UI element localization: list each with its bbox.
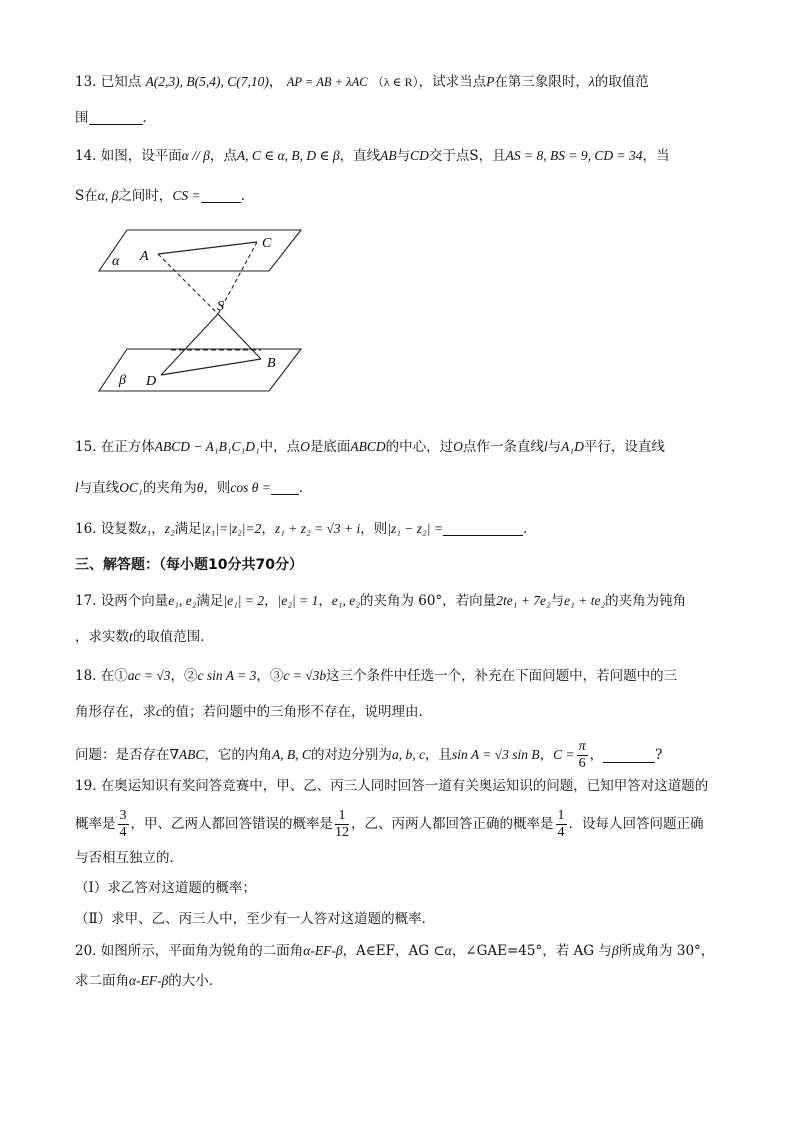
q15-l: l [543,439,548,454]
segment-ac [158,242,257,254]
q17-v2: e₁ + te₂ [564,593,606,608]
segment-bd [161,359,261,375]
q15-text2c: ，则 [203,480,231,496]
q18-line1 [75,666,677,686]
segment-sb [218,314,261,359]
q14-line2 [75,186,254,206]
q18-s2: ，③ [256,668,284,684]
q13-text-b: ，试求当点 [418,74,487,90]
q14-alpha-beta: α, β [97,188,119,203]
q19-frac2 [335,808,349,841]
q19-text2a: 概率是 [75,816,116,832]
q13-text-c: 在第三象限时， [494,74,589,90]
q19-text2b: ，甲、乙两人都回答错误的概率是 [130,816,333,832]
section-heading: 三、解答题：（每小题10分共70分） [75,557,303,573]
q17-c1: ， [264,593,278,609]
q18-line2 [75,702,432,722]
q19-line3: 与否相互独立的． [75,850,183,866]
q17-text1d: 与 [550,593,565,609]
segment-sd [161,314,218,375]
q15-text1e: 点作一条直线 [462,439,544,455]
q15-o2: O [453,439,463,454]
q16-z2: z₂ [164,521,175,536]
q13-lambda: λ [588,74,595,89]
q15-text1a: 15. 在正方体 [75,439,155,455]
q16-diff: |z₁ − z₂| = [387,521,443,536]
q14-ab: AB [380,148,397,163]
q14-values: AS = 8, BS = 9, CD = 34 [505,148,643,163]
q18-text3d: ，且 [424,747,452,763]
q15-text1d: 的中心，过 [385,439,454,455]
q19-frac3-num: 1 [557,807,565,823]
q19-part1: （Ⅰ）求乙答对这道题的概率； [75,880,256,896]
q19-line2 [75,804,704,844]
q15-oc1: OC₁ [119,480,143,495]
q17-vectors2: e₁, e₂ [331,593,360,608]
label-c: C [262,236,272,251]
q14-mid1: ，点 [209,148,237,164]
q20-text1a: 20. 如图所示，平面角为锐角的二面角 [75,943,304,959]
q19-frac3 [556,808,567,841]
q18-line3 [75,737,662,773]
q18-triangle: ∇ABC [169,747,205,762]
q19-frac1-num: 3 [119,807,127,823]
q18-cond1: ac = √3 [127,668,171,683]
q18-angles: A, B, C [271,747,311,762]
q18-sine: sin A = √3 sin B [451,747,540,762]
q18-frac-den: 6 [578,755,586,771]
q15-line1 [75,437,665,457]
q18-cond3: c = √3b [283,668,327,683]
q18-cond2: c sin A = 3 [197,668,257,683]
q13-line1: 13. 已知点 A(2,3), B(5,4), C(7,10)， AP = AB + λAC （λ ∈ R），试求当点P在第三象限时，λ的取值范 [75,74,649,90]
q17-v1: 2te₁ + 7e₂ [496,593,551,608]
q17-mod2: |e₂| = 1 [277,593,319,608]
q14-text2a: S在 [75,188,98,204]
q18-frac-num: π [578,738,586,754]
q19-text2c: ，乙、丙两人都回答正确的概率是 [351,816,554,832]
q18-c: c [156,704,162,719]
q15-tail: ． [298,480,313,496]
label-alpha: α [112,254,120,269]
q15-cube: ABCD − A₁B₁C₁D₁ [154,439,260,454]
q13-point-p: P [486,74,495,89]
q15-text2b: 的夹角为 [142,480,197,496]
q20-line2 [75,971,222,991]
q14-cs: CS = [172,188,201,203]
q13-text-d: 的取值范 [594,74,649,90]
q14-answer-blank[interactable] [201,188,241,203]
q17-text2b: 的取值范围． [132,629,214,645]
q19-frac1 [118,808,129,841]
q18-fraction [577,739,588,772]
q16-sep: ， [151,521,165,537]
q16-cond: 满足 [174,521,202,537]
q19-frac3-den: 4 [557,824,565,840]
q16-text: 16. 设复数 [75,521,142,537]
q18-text2a: 角形存在，求 [75,704,156,720]
q18-text1b: 这三个条件中任选一个，补充在下面问题中，若问题中的三 [326,668,678,684]
q19-frac2-num: 1 [335,808,349,825]
q16-modulus: |z₁|=|z₂|=2 [201,521,262,536]
q15-line2 [75,478,312,498]
q17-line2 [75,627,214,647]
q20-text1b: ，A∈EF，AG ⊂ [342,943,445,959]
q20-text2a: 求二面角 [75,973,129,989]
q18-text3b: ，它的内角 [204,747,272,763]
q18-tail: ? [655,747,663,763]
q16-z1: z₁ [141,521,152,536]
q20-text1c: ，∠GAE=45°，若 AG 与 [451,943,612,959]
q18-sides: a, b, c [391,747,425,762]
q14-line1 [75,146,669,166]
q13-answer-blank[interactable] [89,110,143,125]
q20-dihedral: α-EF-β [303,943,343,958]
q13-text: 13. 已知点 [75,74,142,90]
q13-vector-equation: AP = AB + λAC [286,75,368,89]
q20-dihedral2: α-EF-β [129,973,169,988]
q13-text-e: 围 [75,110,89,126]
q20-line1 [75,941,714,961]
label-b: B [267,356,276,371]
q17-text1e: 的夹角为钝角 [605,593,687,609]
q15-text1b: 中，点 [259,439,301,455]
q14-mid2: ，直线 [339,148,381,164]
q15-text1c: 是底面 [309,439,351,455]
q18-s1: ，② [170,668,198,684]
q15-cos: cos θ = [230,480,271,495]
q14-text: 14. 如图，设平面 [75,148,182,164]
q14-mid5: ，当 [642,148,670,164]
q13-line2 [75,108,156,128]
q13-condition: （λ ∈ R） [371,75,419,89]
q16-then: ，则 [360,521,388,537]
q17-line1 [75,591,686,611]
q14-parallel: α // β [181,148,210,163]
q17-text1c: 的夹角为 60°，若向量 [359,593,497,609]
q14-mid4: 交于点S，且 [428,148,506,164]
q16-tail: ． [522,521,537,537]
q15-theta: θ [196,480,204,495]
q15-text1g: 平行，设直线 [583,439,665,455]
q17-text2a: ，求实数 [75,629,129,645]
q15-o: O [300,439,310,454]
q19-line1: 19. 在奥运知识有奖问答竞赛中，甲、乙、丙三人同时回答一道有关奥运知识的问题，已知甲答对这道题的 [75,778,709,794]
q13-points: A(2,3), B(5,4), C(7,10) [145,74,269,89]
q16-comma: ， [261,521,275,537]
q14-points: A, C ∈ α, B, D ∈ β [236,148,340,163]
q20-text1d: 所成角为 30°， [618,943,715,959]
q18-text3c: 的对边分别为 [310,747,392,763]
q16-answer-blank[interactable] [443,521,523,536]
q17-t: t [129,629,133,644]
q14-tail: ． [240,188,255,204]
q18-answer-blank[interactable] [603,748,655,763]
q13-tail: ． [142,110,156,126]
label-beta: β [119,373,126,388]
q15-l2: l [75,480,79,495]
q18-c-eq: C = [553,747,575,762]
q20-text2b: 的大小． [168,973,223,989]
q17-text1a: 17. 设两个向量 [75,593,169,609]
q17-vectors: e₁, e₂ [168,593,197,608]
q17-text1b: 满足 [196,593,224,609]
q20-beta: β [611,943,619,958]
q18-text3a: 问题：是否存在 [75,747,170,763]
q15-answer-blank[interactable] [271,480,299,495]
q14-cd: CD [410,148,429,163]
q15-text2a: 与直线 [78,480,120,496]
label-a: A [140,249,149,264]
q18-text1a: 18. 在① [75,668,128,684]
q18-text2b: 的值；若问题中的三角形不存在，说明理由． [162,704,432,720]
q17-c2: ， [318,593,332,609]
segment-as [158,254,218,314]
q18-text3e: ， [539,747,554,763]
q19-text2d: ．设每人回答问题正确 [568,816,704,832]
q19-frac1-den: 4 [119,824,127,840]
q19-frac2-den: 12 [335,824,349,840]
q20-alpha: α [444,943,452,958]
q17-mod1: |e₁| = 2 [223,593,265,608]
q18-text3f: ， [589,747,604,763]
q15-abcd: ABCD [350,439,386,454]
q16-line [75,519,536,539]
q15-text1f: 与 [547,439,562,455]
q16-sum: z₁ + z₂ = √3 + i [274,521,361,536]
label-d: D [146,374,157,389]
label-s: S [217,299,224,314]
q14-text2b: 之间时， [118,188,173,204]
planes-figure [95,222,310,397]
q14-mid3: 与 [396,148,411,164]
q15-a1d: A₁D [561,439,584,454]
q19-part2: （Ⅱ）求甲、乙、丙三人中，至少有一人答对这道题的概率． [75,911,436,927]
